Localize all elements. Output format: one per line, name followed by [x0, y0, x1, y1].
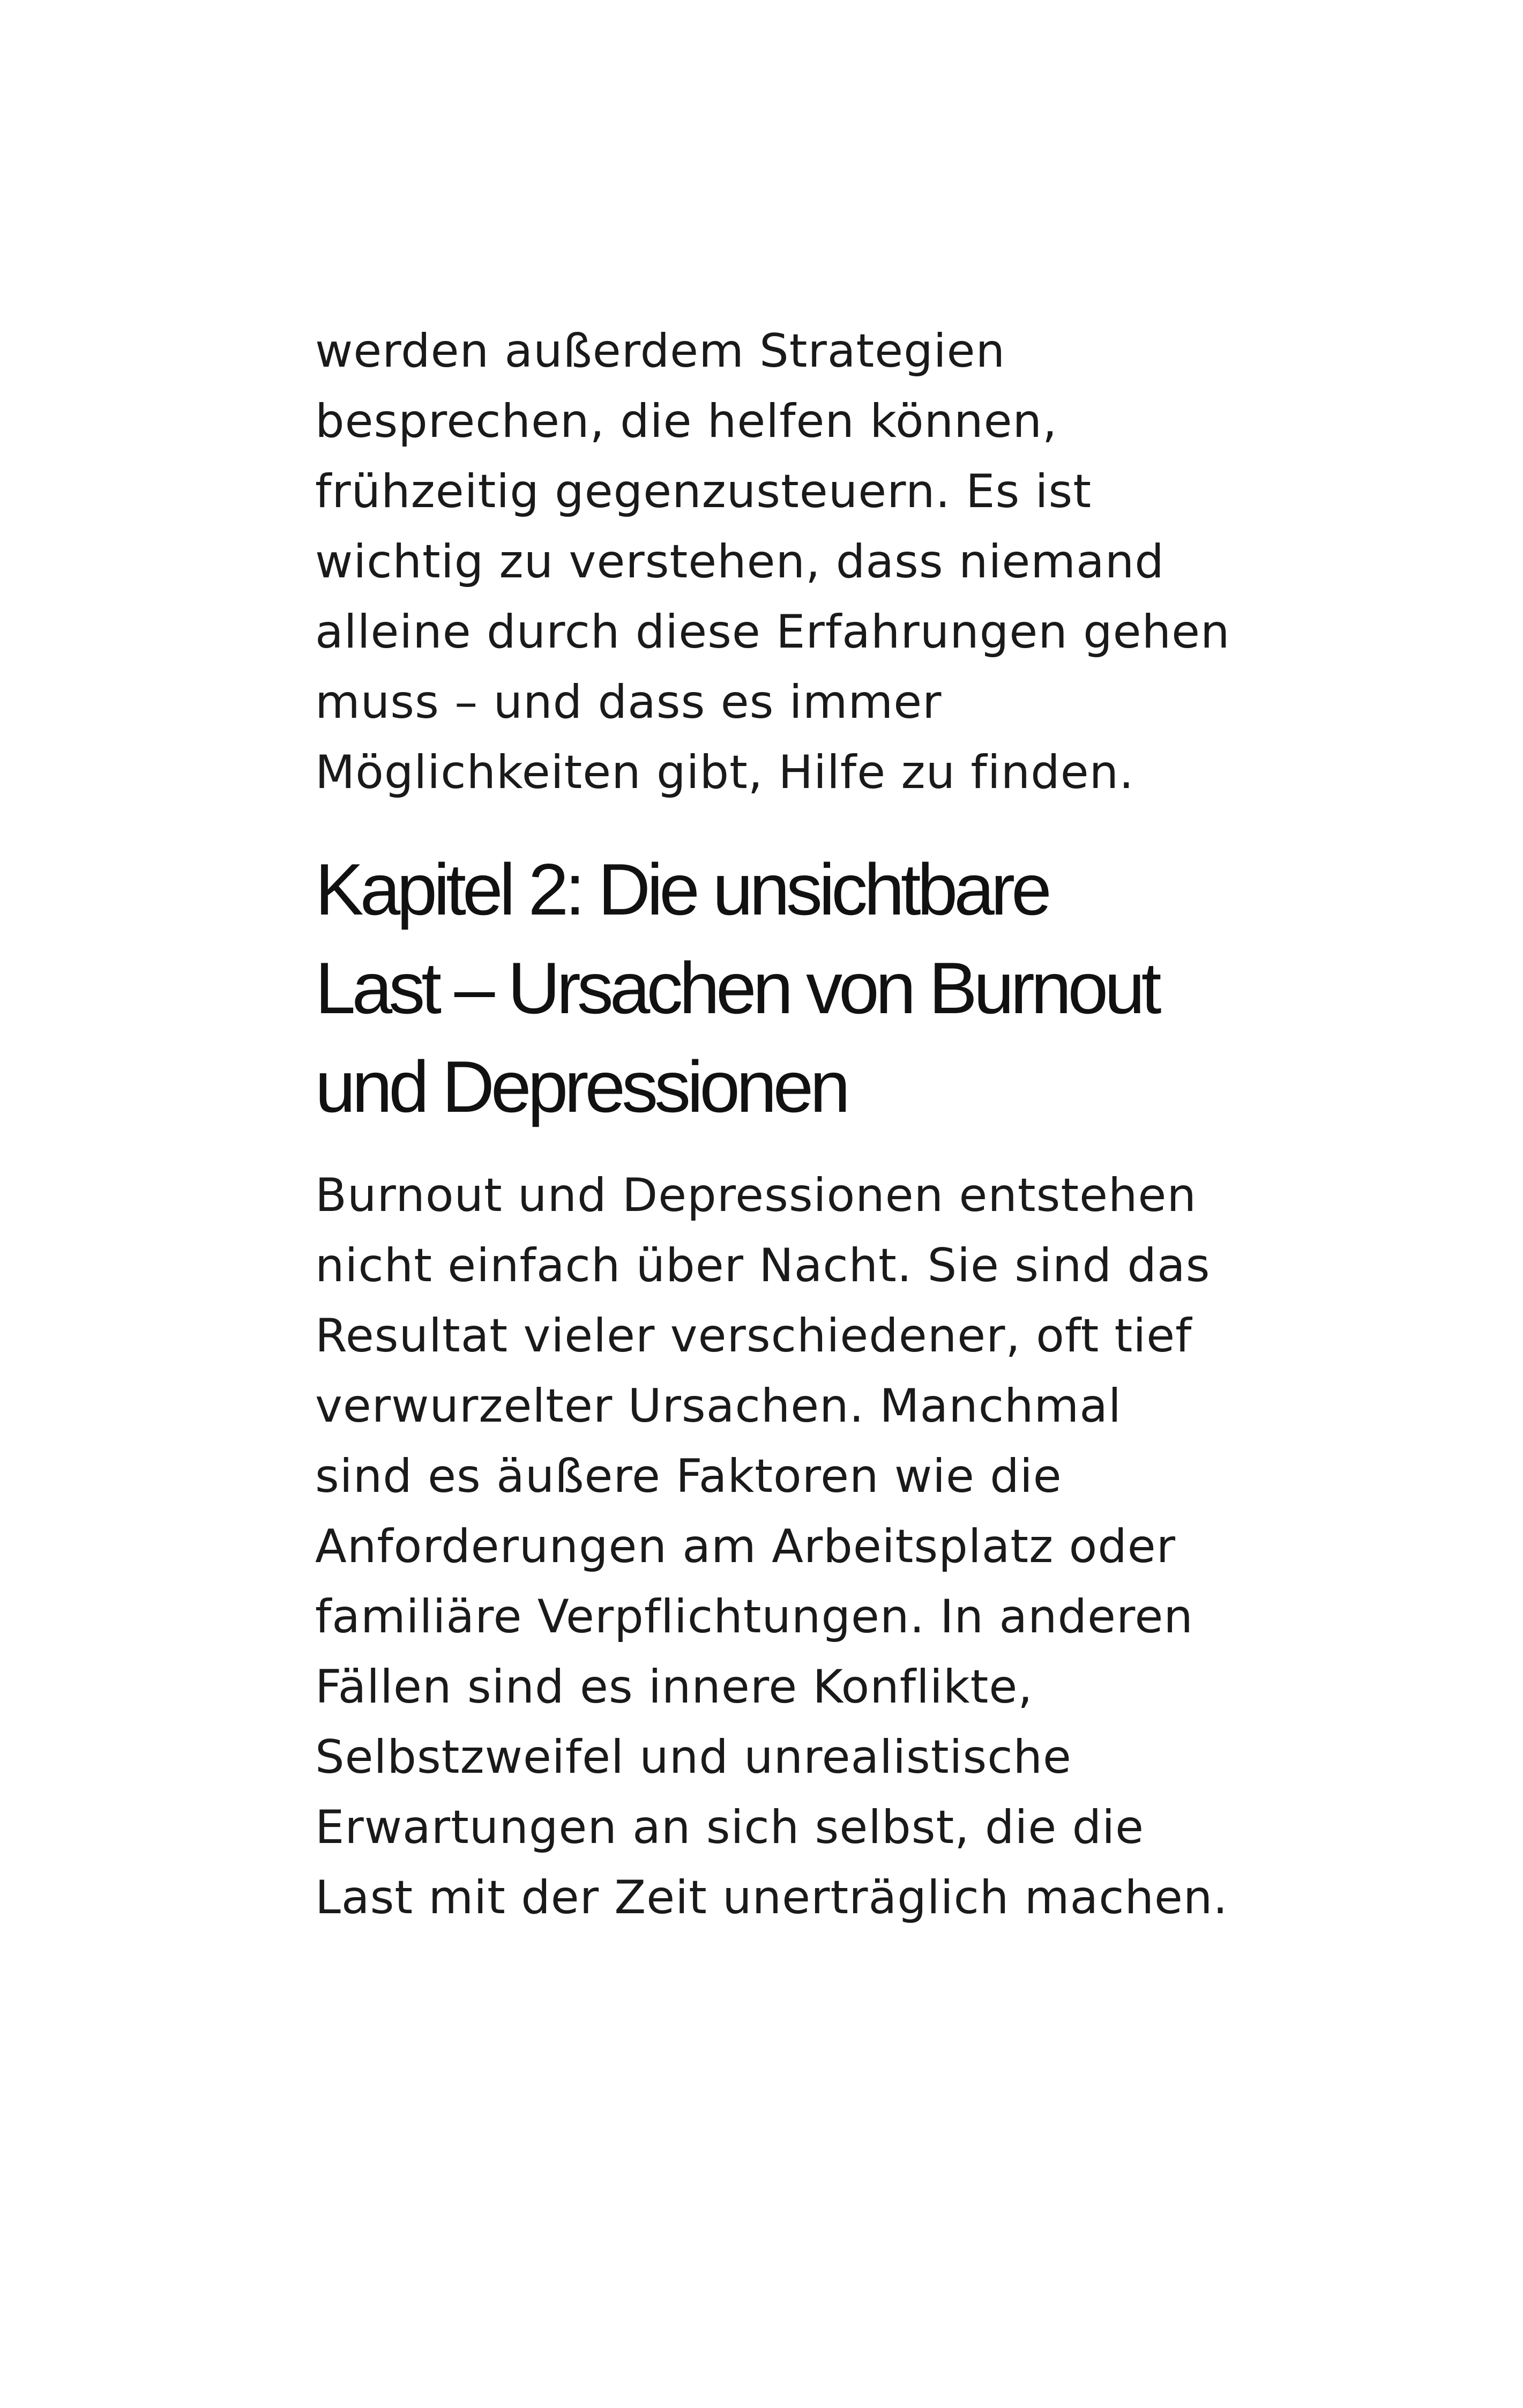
- intro-paragraph: werden außerdem Strategien besprechen, die helfen können, frühzeitig gegenzusteuern. Es ist wichtig zu verstehen, dass niemand alleine durch diese Erfahrungen gehen muss – und dass es immer Möglichkeiten gibt, Hilfe zu finden.: [315, 324, 1230, 799]
- chapter-heading: Kapitel 2: Die unsichtbare Last – Ursachen von Burnout und Depressionen: [315, 849, 1158, 1127]
- chapter-paragraph: Burnout und Depressionen entstehen nicht einfach über Nacht. Sie sind das Resultat vieler verschiedener, oft tief verwurzelter Ursachen. Manchmal sind es äußere Faktoren wie die Anforderungen am Arbeitsplatz oder familiäre Verpflichtungen. In anderen Fällen sind es innere Konflikte, Selbstzweifel und unrealistische Erwartungen an sich selbst, die die Last mit der Zeit unerträglich machen.: [315, 1169, 1228, 1924]
- text-column: [315, 316, 1237, 1933]
